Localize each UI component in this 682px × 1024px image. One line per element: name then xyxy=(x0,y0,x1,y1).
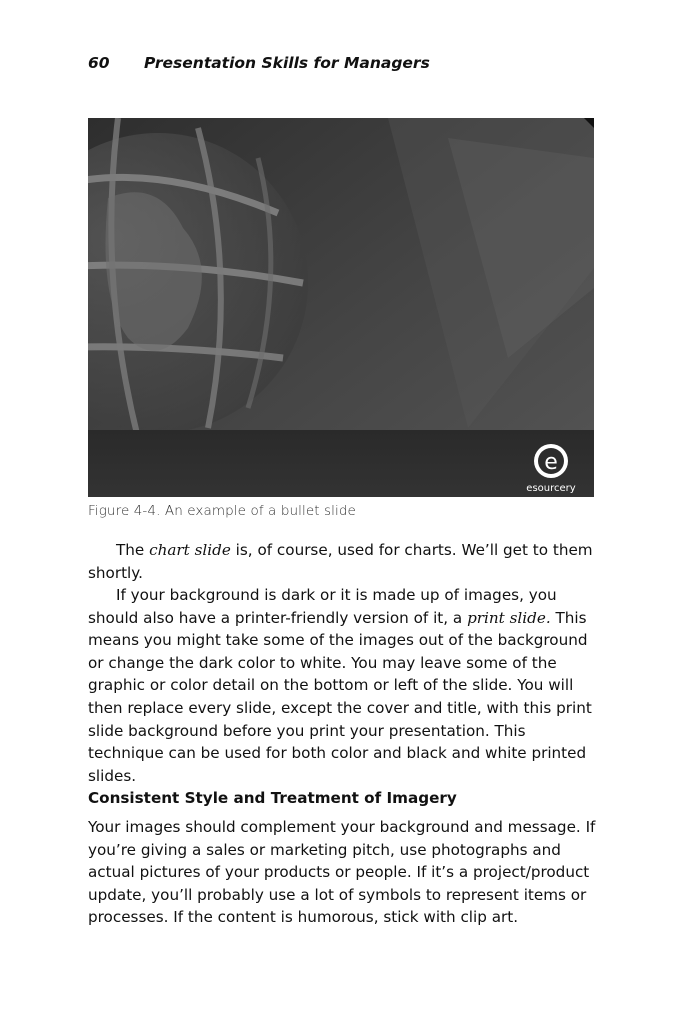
paragraph-print-slide xyxy=(88,584,600,787)
p1-emphasis: chart slide xyxy=(149,541,231,559)
paragraph-chart-slide xyxy=(88,539,600,584)
p1-text-a: The xyxy=(116,541,150,559)
bullet-slide-figure xyxy=(88,118,594,497)
running-title: Presentation Skills for Managers xyxy=(144,54,430,72)
figure-caption: Figure 4-4. An example of a bullet slide xyxy=(88,503,356,519)
logo-letter: e xyxy=(544,450,558,475)
paragraph-imagery xyxy=(88,816,600,929)
page-number: 60 xyxy=(88,54,110,72)
slide-background-graphic xyxy=(88,118,594,497)
p2-text-b: This means you might take some of the images out of the background or change the dark color to white. You may leave some of the graphic or color detail on the bottom or left of the slide. You will then replace every slide, except the cover and title, with this print slide background before you print your presentation. This technique can be used for both color and black and white printed slides. xyxy=(88,608,592,785)
p1-text-b: is, of course, used for charts. We’ll get to them shortly. xyxy=(88,541,593,582)
p2-text-a: If your background is dark or it is made up of images, you should also have a printer-friendly version of it, a xyxy=(88,586,557,627)
logo-text: esourcery xyxy=(526,483,576,494)
p2-emphasis: print slide. xyxy=(467,608,551,627)
p3-text: Your images should complement your background and message. If you’re giving a sales or marketing pitch, use photographs and actual pictures of your products or people. If it’s a project/product update, you’ll probably use a lot of symbols to represent items or processes. If the content is humorous, stick with clip art. xyxy=(88,818,596,927)
running-head xyxy=(88,54,430,72)
section-heading: Consistent Style and Treatment of Imagery xyxy=(88,789,457,807)
